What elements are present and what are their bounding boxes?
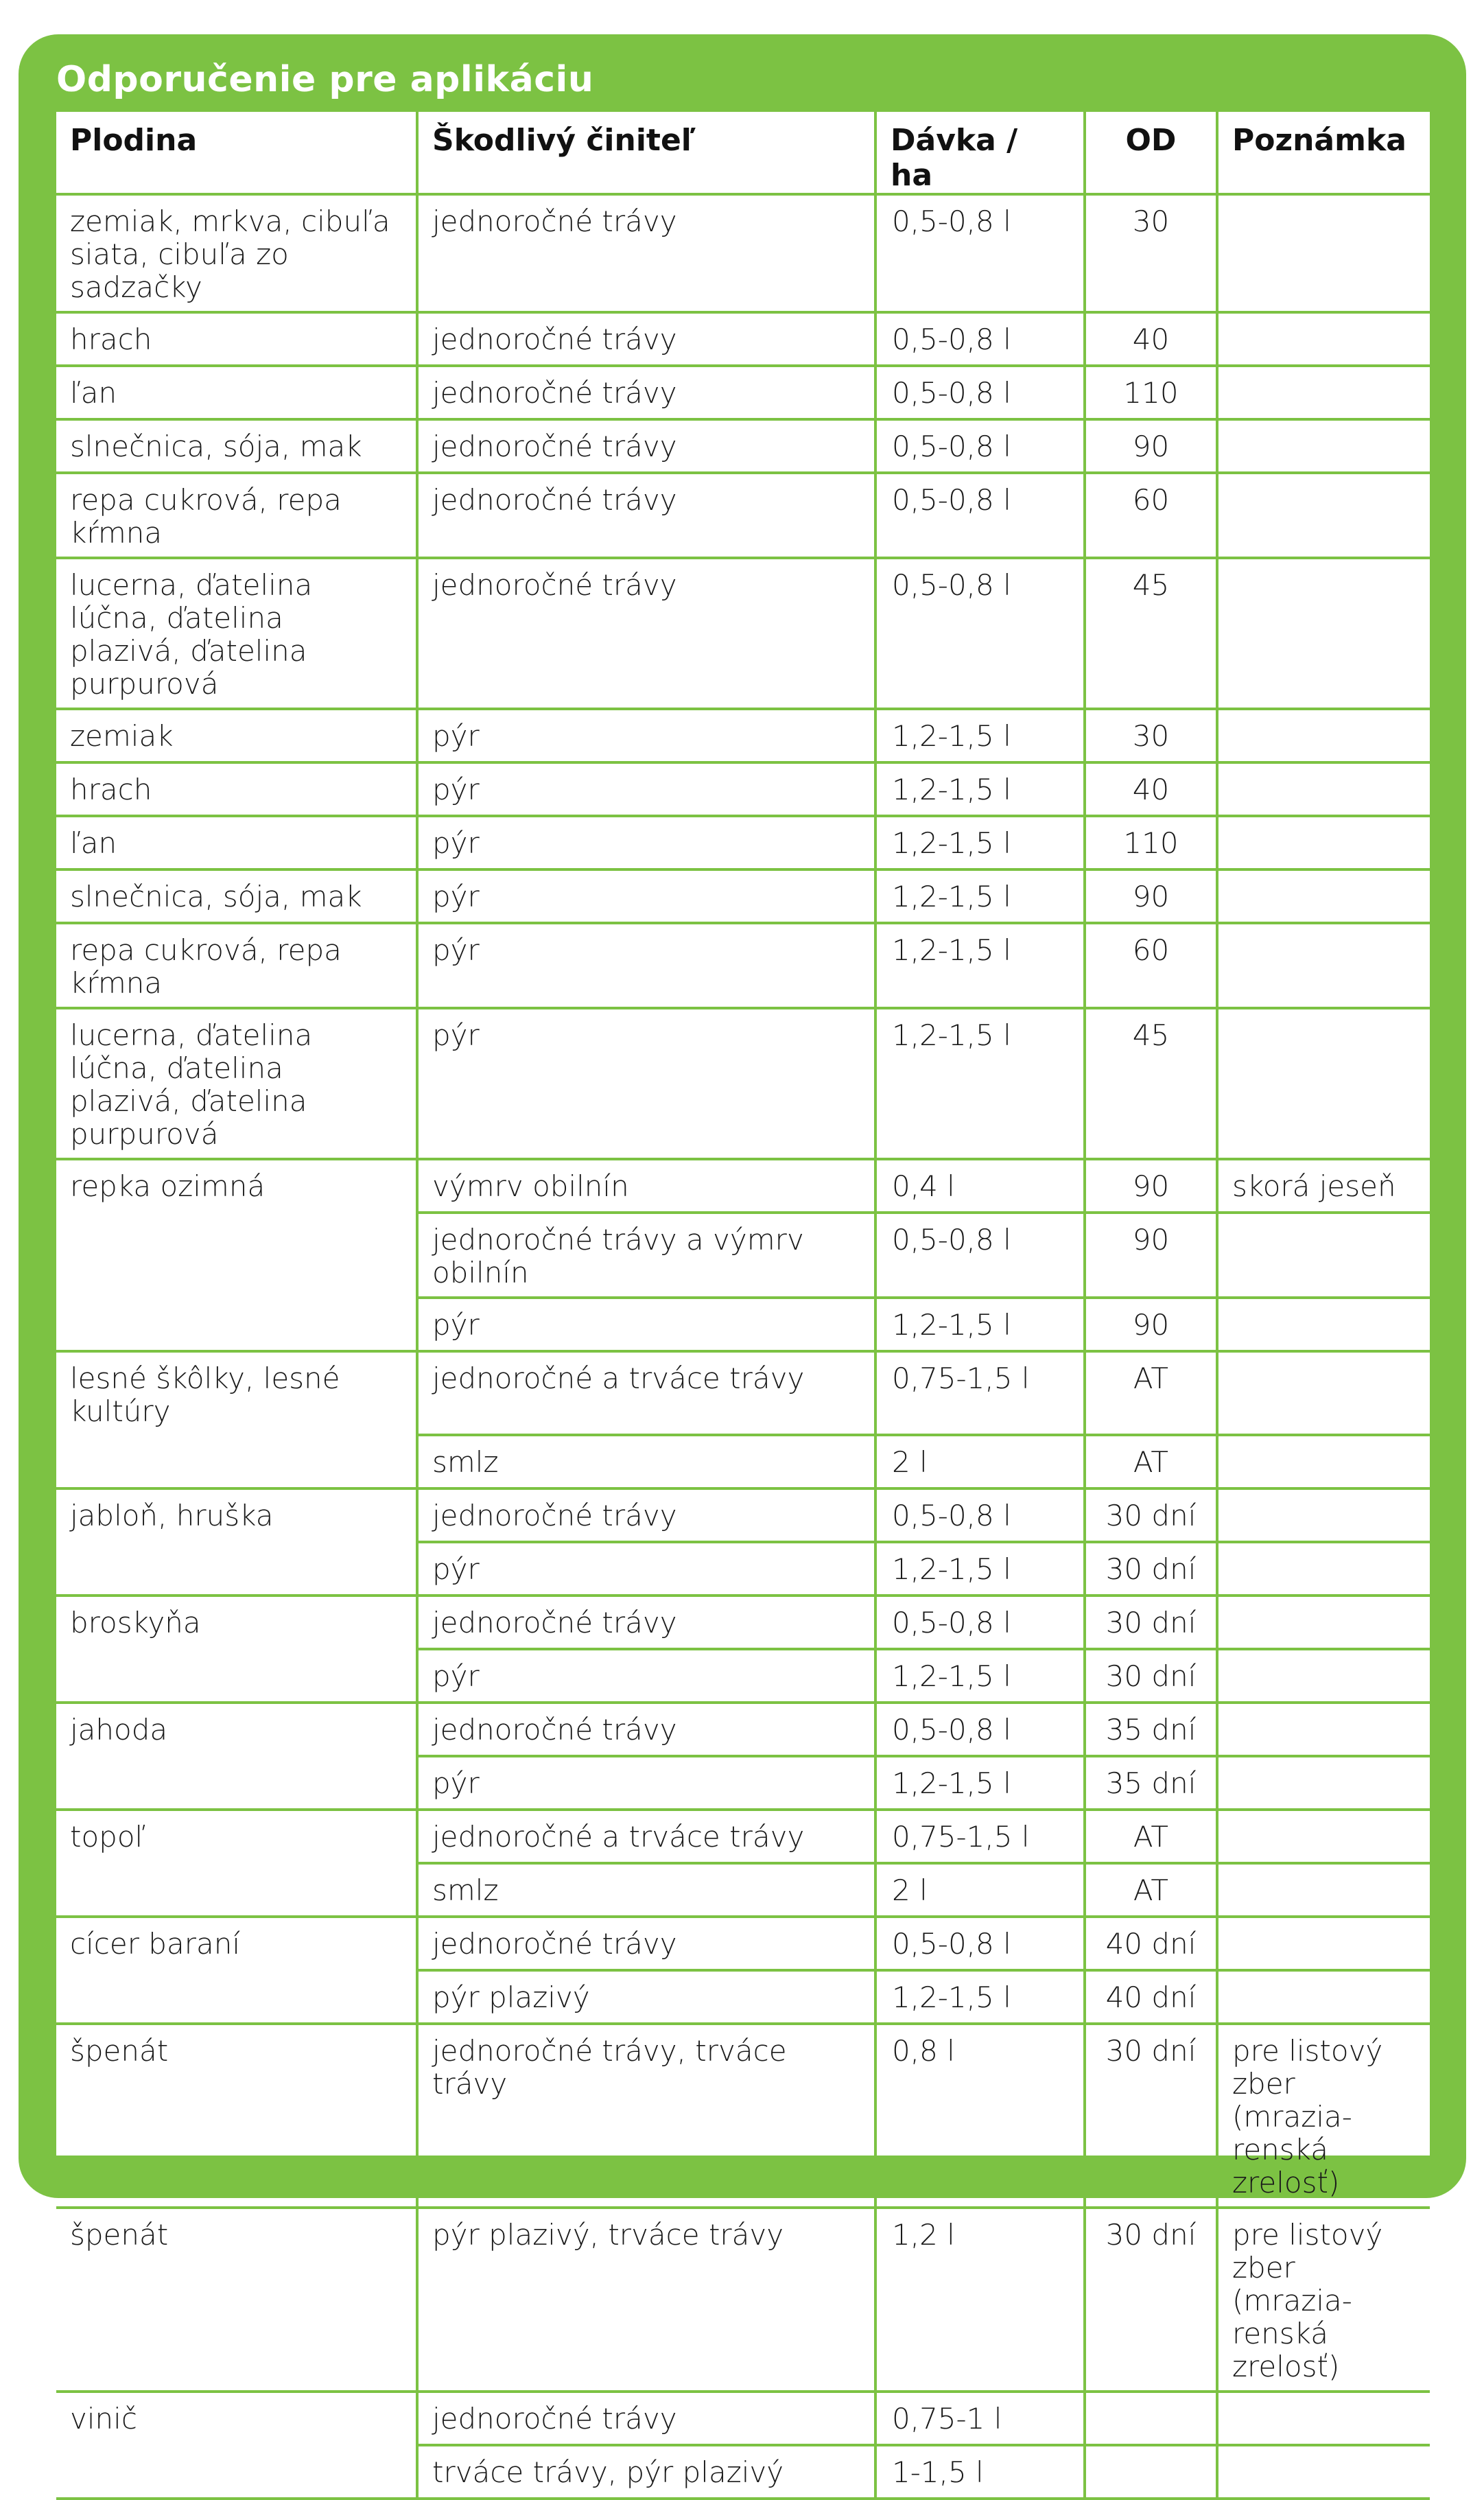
cell-plodina: slnečnica, sója, mak [56, 869, 417, 923]
cell-poznamka [1217, 1649, 1430, 1703]
cell-plodina [56, 1863, 417, 1917]
cell-poznamka [1217, 816, 1430, 869]
header-poznamka: Poznámka [1217, 112, 1430, 194]
cell-plodina [56, 1649, 417, 1703]
cell-poznamka [1217, 2392, 1430, 2445]
cell-poznamka [1217, 762, 1430, 816]
cell-plodina: vinič [56, 2392, 417, 2445]
cell-od: 90 [1085, 419, 1217, 473]
cell-plodina: jahoda [56, 1703, 417, 1756]
table-header-row [56, 112, 1430, 194]
cell-skodlivy-cinitel: pýr [417, 923, 875, 1008]
cell-davka: 0,5-0,8 l [875, 419, 1085, 473]
cell-plodina: topoľ [56, 1810, 417, 1863]
cell-skodlivy-cinitel: pýr [417, 816, 875, 869]
cell-skodlivy-cinitel: jednoročné trávy [417, 366, 875, 419]
cell-davka: 0,5-0,8 l [875, 473, 1085, 558]
table-row [56, 2445, 1430, 2499]
table-row [56, 2208, 1430, 2392]
cell-skodlivy-cinitel: pýr [417, 1542, 875, 1596]
header-davka: Dávka / ha [875, 112, 1085, 194]
cell-poznamka: skorá jeseň [1217, 1159, 1430, 1213]
cell-poznamka [1217, 1435, 1430, 1488]
cell-plodina: hrach [56, 312, 417, 366]
cell-plodina [56, 2445, 417, 2499]
table-row [56, 1542, 1430, 1596]
cell-plodina: lesné škôlky, lesné kultúry [56, 1351, 417, 1435]
cell-od: AT [1085, 1810, 1217, 1863]
cell-od: 90 [1085, 869, 1217, 923]
cell-od: 40 dní [1085, 1917, 1217, 1970]
cell-skodlivy-cinitel: jednoročné trávy [417, 558, 875, 709]
cell-od: 30 [1085, 194, 1217, 312]
table-row [56, 1488, 1430, 1542]
cell-poznamka [1217, 709, 1430, 762]
cell-skodlivy-cinitel: pýr [417, 709, 875, 762]
cell-od: 60 [1085, 473, 1217, 558]
cell-skodlivy-cinitel: pýr [417, 1649, 875, 1703]
cell-davka: 0,5-0,8 l [875, 1596, 1085, 1649]
cell-od: 30 dní [1085, 1596, 1217, 1649]
cell-plodina: repka ozimná [56, 1159, 417, 1213]
cell-skodlivy-cinitel: jednoročné a trváce trávy [417, 1810, 875, 1863]
table-row [56, 1810, 1430, 1863]
panel-title: Odporučenie pre aplikáciu [56, 59, 594, 100]
cell-plodina: cícer baraní [56, 1917, 417, 1970]
cell-od: 30 dní [1085, 1488, 1217, 1542]
cell-davka: 2 l [875, 1863, 1085, 1917]
cell-poznamka [1217, 1703, 1430, 1756]
table-row [56, 762, 1430, 816]
cell-plodina: špenát [56, 2208, 417, 2392]
cell-davka: 1,2-1,5 l [875, 1298, 1085, 1351]
cell-od: 30 dní [1085, 2208, 1217, 2392]
cell-davka: 1,2-1,5 l [875, 869, 1085, 923]
cell-poznamka [1217, 312, 1430, 366]
cell-poznamka [1217, 1970, 1430, 2024]
cell-plodina: jabloň, hruška [56, 1488, 417, 1542]
cell-poznamka [1217, 1810, 1430, 1863]
cell-poznamka [1217, 1917, 1430, 1970]
cell-od: 110 [1085, 366, 1217, 419]
table-row [56, 1008, 1430, 1159]
cell-od: 40 [1085, 312, 1217, 366]
cell-plodina [56, 1298, 417, 1351]
recommendation-table-wrapper [56, 112, 1430, 2489]
cell-davka: 1,2 l [875, 2208, 1085, 2392]
cell-plodina [56, 1756, 417, 1810]
cell-poznamka [1217, 194, 1430, 312]
cell-od [1085, 2392, 1217, 2445]
cell-skodlivy-cinitel: jednoročné trávy [417, 194, 875, 312]
cell-poznamka [1217, 923, 1430, 1008]
cell-od: 30 dní [1085, 1542, 1217, 1596]
table-row [56, 558, 1430, 709]
cell-od: 40 dní [1085, 1970, 1217, 2024]
table-row [56, 2392, 1430, 2445]
table-row [56, 1159, 1430, 1213]
table-row [56, 1863, 1430, 1917]
cell-poznamka: pre listový zber (mrazia-renská zrelosť) [1217, 2024, 1430, 2208]
table-row [56, 1435, 1430, 1488]
header-plodina: Plodina [56, 112, 417, 194]
table-row [56, 194, 1430, 312]
cell-skodlivy-cinitel: pýr plazivý [417, 1970, 875, 2024]
cell-davka: 0,5-0,8 l [875, 1703, 1085, 1756]
cell-od: 30 dní [1085, 2024, 1217, 2208]
table-row [56, 1596, 1430, 1649]
cell-davka: 0,8 l [875, 2024, 1085, 2208]
cell-od [1085, 2445, 1217, 2499]
cell-davka: 0,5-0,8 l [875, 1917, 1085, 1970]
cell-skodlivy-cinitel: smlz [417, 1435, 875, 1488]
cell-davka: 0,5-0,8 l [875, 1213, 1085, 1298]
cell-poznamka [1217, 473, 1430, 558]
cell-poznamka [1217, 1298, 1430, 1351]
header-skodlivy-cinitel: Škodlivý činiteľ [417, 112, 875, 194]
cell-od: 30 [1085, 709, 1217, 762]
cell-davka: 1,2-1,5 l [875, 1008, 1085, 1159]
cell-plodina: lucerna, ďatelina lúčna, ďatelina plazivá, ďatelina purpurová [56, 558, 417, 709]
cell-plodina [56, 1542, 417, 1596]
cell-plodina: lucerna, ďatelina lúčna, ďatelina plazivá, ďatelina purpurová [56, 1008, 417, 1159]
cell-poznamka [1217, 1756, 1430, 1810]
cell-poznamka [1217, 366, 1430, 419]
table-row [56, 1351, 1430, 1435]
cell-plodina: broskyňa [56, 1596, 417, 1649]
cell-skodlivy-cinitel: jednoročné trávy [417, 1488, 875, 1542]
cell-od: 90 [1085, 1298, 1217, 1351]
cell-plodina: špenát [56, 2024, 417, 2208]
cell-skodlivy-cinitel: jednoročné trávy [417, 312, 875, 366]
cell-skodlivy-cinitel: pýr [417, 869, 875, 923]
cell-od: 90 [1085, 1213, 1217, 1298]
cell-poznamka [1217, 1488, 1430, 1542]
cell-od: 90 [1085, 1159, 1217, 1213]
cell-davka: 1,2-1,5 l [875, 762, 1085, 816]
cell-plodina [56, 1435, 417, 1488]
cell-poznamka [1217, 869, 1430, 923]
cell-od: 110 [1085, 816, 1217, 869]
cell-poznamka [1217, 1008, 1430, 1159]
table-row [56, 923, 1430, 1008]
table-body [56, 194, 1430, 2499]
cell-davka: 0,4 l [875, 1159, 1085, 1213]
cell-skodlivy-cinitel: jednoročné trávy [417, 2392, 875, 2445]
cell-poznamka [1217, 1351, 1430, 1435]
cell-plodina: repa cukrová, repa kŕmna [56, 473, 417, 558]
cell-davka: 1,2-1,5 l [875, 1542, 1085, 1596]
cell-plodina: repa cukrová, repa kŕmna [56, 923, 417, 1008]
header-od: OD [1085, 112, 1217, 194]
cell-poznamka [1217, 1596, 1430, 1649]
cell-davka: 2 l [875, 1435, 1085, 1488]
cell-skodlivy-cinitel: pýr [417, 1298, 875, 1351]
table-row [56, 869, 1430, 923]
table-row [56, 1649, 1430, 1703]
cell-skodlivy-cinitel: jednoročné trávy [417, 1703, 875, 1756]
cell-poznamka [1217, 2445, 1430, 2499]
cell-poznamka [1217, 419, 1430, 473]
table-row [56, 709, 1430, 762]
cell-davka: 0,5-0,8 l [875, 312, 1085, 366]
table-row [56, 1756, 1430, 1810]
cell-skodlivy-cinitel: pýr plazivý, trváce trávy [417, 2208, 875, 2392]
cell-skodlivy-cinitel: trváce trávy, pýr plazivý [417, 2445, 875, 2499]
cell-od: AT [1085, 1351, 1217, 1435]
table-row [56, 419, 1430, 473]
cell-skodlivy-cinitel: jednoročné trávy [417, 1917, 875, 1970]
table-row [56, 473, 1430, 558]
cell-davka: 1,2-1,5 l [875, 1756, 1085, 1810]
cell-od: 35 dní [1085, 1703, 1217, 1756]
table-row [56, 1703, 1430, 1756]
cell-od: 40 [1085, 762, 1217, 816]
cell-poznamka [1217, 558, 1430, 709]
cell-od: AT [1085, 1863, 1217, 1917]
cell-skodlivy-cinitel: pýr [417, 762, 875, 816]
table-row [56, 312, 1430, 366]
cell-poznamka [1217, 1542, 1430, 1596]
cell-poznamka [1217, 1863, 1430, 1917]
cell-od: 35 dní [1085, 1756, 1217, 1810]
cell-skodlivy-cinitel: jednoročné trávy a výmrv obilnín [417, 1213, 875, 1298]
cell-davka: 0,5-0,8 l [875, 366, 1085, 419]
cell-davka: 1,2-1,5 l [875, 923, 1085, 1008]
table-row [56, 2024, 1430, 2208]
table-row [56, 1917, 1430, 1970]
cell-od: 45 [1085, 1008, 1217, 1159]
cell-davka: 1,2-1,5 l [875, 709, 1085, 762]
cell-davka: 0,75-1 l [875, 2392, 1085, 2445]
table-row [56, 1298, 1430, 1351]
cell-davka: 0,5-0,8 l [875, 1488, 1085, 1542]
cell-davka: 1,2-1,5 l [875, 1970, 1085, 2024]
cell-od: 60 [1085, 923, 1217, 1008]
cell-davka: 1,2-1,5 l [875, 816, 1085, 869]
table-row [56, 816, 1430, 869]
cell-plodina: zemiak, mrkva, cibuľa siata, cibuľa zo sadzačky [56, 194, 417, 312]
cell-skodlivy-cinitel: smlz [417, 1863, 875, 1917]
cell-davka: 0,5-0,8 l [875, 558, 1085, 709]
cell-davka: 1,2-1,5 l [875, 1649, 1085, 1703]
cell-skodlivy-cinitel: jednoročné trávy [417, 419, 875, 473]
cell-od: 45 [1085, 558, 1217, 709]
recommendation-table [56, 112, 1430, 2500]
cell-plodina: slnečnica, sója, mak [56, 419, 417, 473]
cell-davka: 0,75-1,5 l [875, 1810, 1085, 1863]
cell-skodlivy-cinitel: jednoročné trávy, trváce trávy [417, 2024, 875, 2208]
cell-od: 30 dní [1085, 1649, 1217, 1703]
cell-plodina: hrach [56, 762, 417, 816]
cell-plodina [56, 1970, 417, 2024]
cell-plodina [56, 1213, 417, 1298]
cell-skodlivy-cinitel: výmrv obilnín [417, 1159, 875, 1213]
cell-davka: 1-1,5 l [875, 2445, 1085, 2499]
cell-skodlivy-cinitel: pýr [417, 1008, 875, 1159]
cell-poznamka: pre listový zber (mrazia-renská zrelosť) [1217, 2208, 1430, 2392]
cell-davka: 0,5-0,8 l [875, 194, 1085, 312]
cell-skodlivy-cinitel: jednoročné a trváce trávy [417, 1351, 875, 1435]
cell-skodlivy-cinitel: pýr [417, 1756, 875, 1810]
cell-skodlivy-cinitel: jednoročné trávy [417, 473, 875, 558]
table-row [56, 366, 1430, 419]
cell-plodina: ľan [56, 366, 417, 419]
cell-od: AT [1085, 1435, 1217, 1488]
cell-plodina: zemiak [56, 709, 417, 762]
cell-plodina: ľan [56, 816, 417, 869]
cell-davka: 0,75-1,5 l [875, 1351, 1085, 1435]
cell-poznamka [1217, 1213, 1430, 1298]
table-row [56, 1970, 1430, 2024]
table-row [56, 1213, 1430, 1298]
cell-skodlivy-cinitel: jednoročné trávy [417, 1596, 875, 1649]
